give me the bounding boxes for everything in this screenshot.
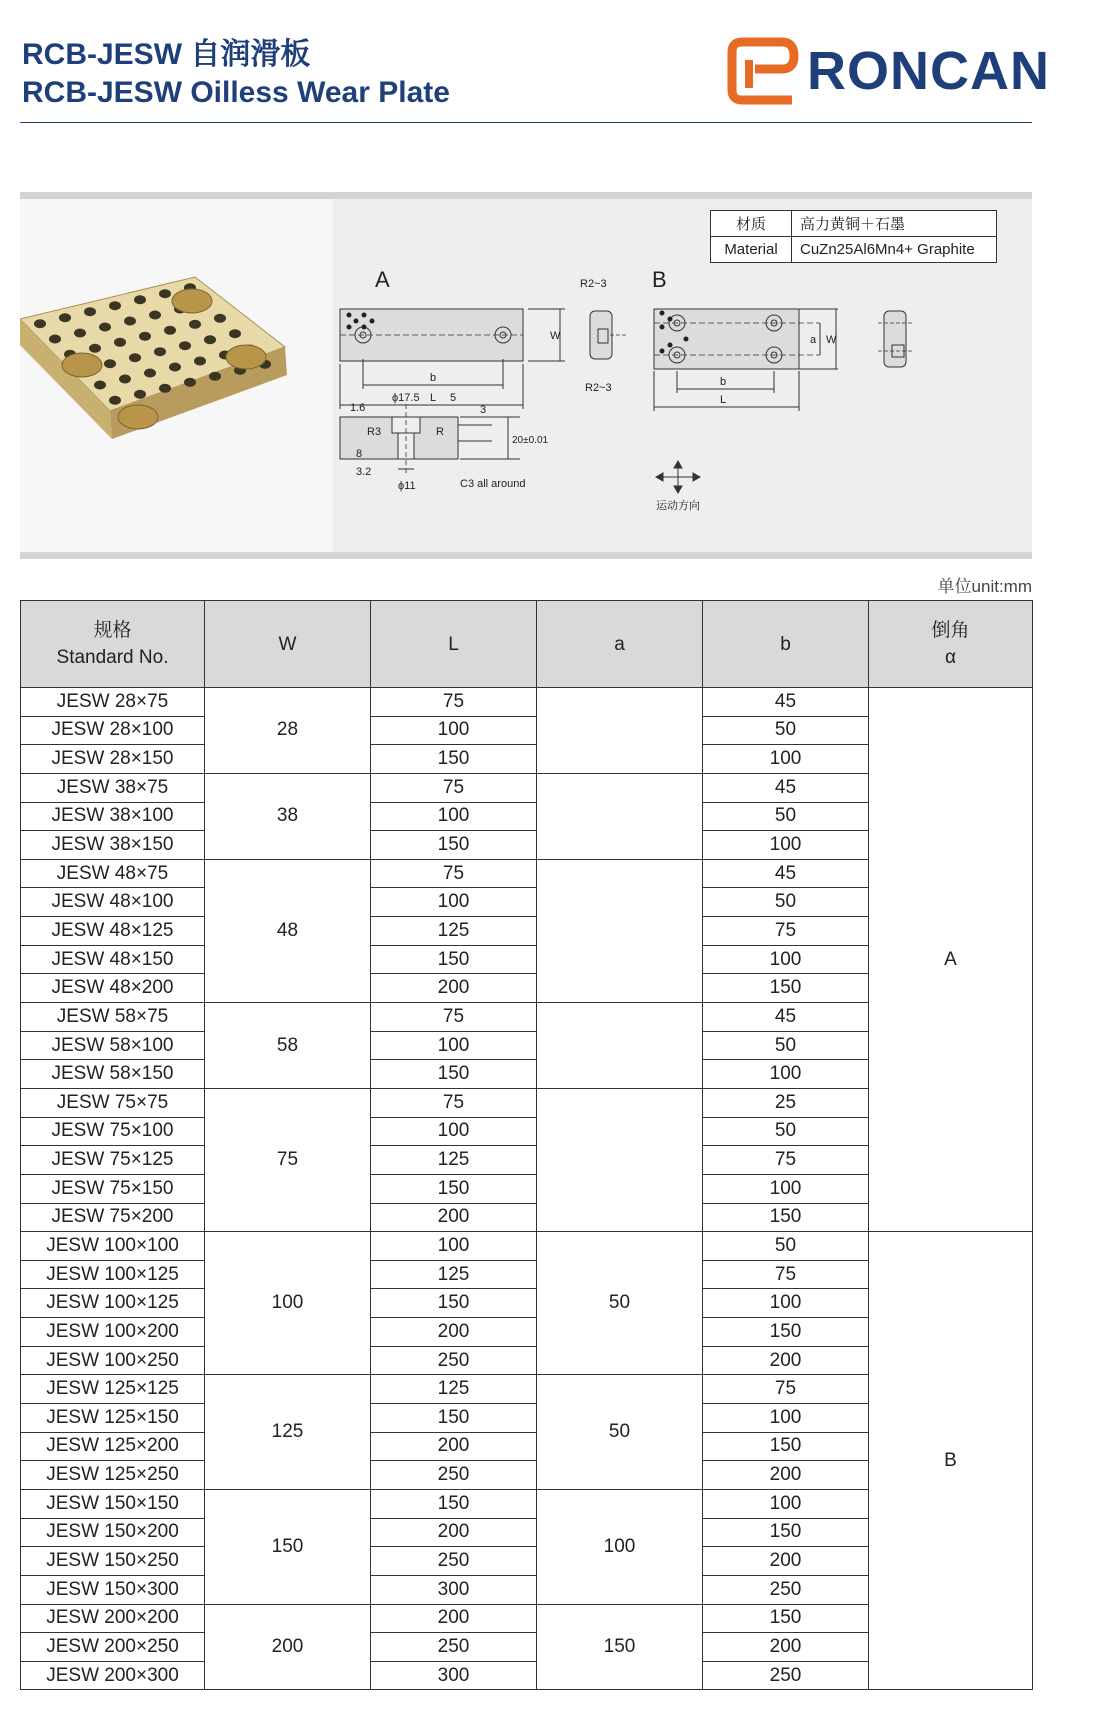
header-std-en: Standard No. bbox=[56, 647, 169, 668]
cell-w: 125 bbox=[205, 1375, 371, 1490]
cell-standard-no: JESW 28×150 bbox=[21, 745, 205, 774]
title-block bbox=[22, 36, 450, 112]
header-alpha-sym: α bbox=[945, 647, 956, 668]
cell-standard-no: JESW 38×75 bbox=[21, 773, 205, 802]
dim-3: 3 bbox=[480, 404, 487, 416]
cell-l: 150 bbox=[371, 745, 537, 774]
cell-w: 150 bbox=[205, 1489, 371, 1604]
header-l: L bbox=[371, 601, 537, 688]
cell-standard-no: JESW 58×150 bbox=[21, 1060, 205, 1089]
dim-8: 8 bbox=[356, 448, 363, 460]
cell-b: 100 bbox=[703, 745, 869, 774]
dim-5: 5 bbox=[450, 392, 457, 404]
cell-l: 300 bbox=[371, 1575, 537, 1604]
cell-b: 50 bbox=[703, 1232, 869, 1261]
header-std-cn: 规格 bbox=[93, 620, 132, 641]
r23-top-label: R2~3 bbox=[580, 278, 607, 290]
graphite-plug bbox=[214, 314, 226, 323]
cell-w: 58 bbox=[205, 1003, 371, 1089]
diameter-17-5: ϕ17.5 bbox=[392, 392, 420, 404]
type-a-w-label: W bbox=[550, 330, 561, 342]
cell-standard-no: JESW 100×250 bbox=[21, 1346, 205, 1375]
cell-w: 75 bbox=[205, 1088, 371, 1231]
cell-standard-no: JESW 200×250 bbox=[21, 1633, 205, 1662]
cell-b: 150 bbox=[703, 1318, 869, 1347]
cell-b: 75 bbox=[703, 1260, 869, 1289]
cell-standard-no: JESW 150×150 bbox=[21, 1489, 205, 1518]
graphite-plug bbox=[114, 338, 126, 347]
header-a: a bbox=[537, 601, 703, 688]
chamfer-note: C3 all around bbox=[460, 478, 526, 490]
cell-l: 150 bbox=[371, 945, 537, 974]
cell-b: 150 bbox=[703, 1518, 869, 1547]
material-row bbox=[711, 237, 997, 263]
cell-l: 75 bbox=[371, 859, 537, 888]
cell-b: 150 bbox=[703, 1203, 869, 1232]
graphite-plug bbox=[104, 359, 116, 368]
figure-top-bar bbox=[20, 192, 1032, 199]
material-value-en: CuZn25Al6Mn4+ Graphite bbox=[792, 237, 997, 263]
cell-alpha: A bbox=[869, 688, 1033, 1232]
motion-direction-label: 运动方向 bbox=[656, 500, 700, 512]
graphite-plug bbox=[134, 390, 146, 399]
radius-r3: R3 bbox=[367, 426, 382, 438]
material-table bbox=[710, 210, 997, 263]
cell-l: 250 bbox=[371, 1461, 537, 1490]
graphite-plug bbox=[99, 323, 111, 332]
roughness-1-6: 1.6 bbox=[350, 402, 366, 414]
motion-direction-arrows-icon bbox=[656, 461, 700, 493]
page-title-cn: RCB-JESW 自润滑板 bbox=[22, 38, 311, 71]
header-standard-no bbox=[21, 601, 205, 688]
cell-l: 125 bbox=[371, 1260, 537, 1289]
cell-b: 250 bbox=[703, 1661, 869, 1690]
cell-l: 75 bbox=[371, 688, 537, 717]
cell-b: 200 bbox=[703, 1547, 869, 1576]
table-row bbox=[21, 688, 1033, 717]
cell-standard-no: JESW 48×150 bbox=[21, 945, 205, 974]
cell-b: 45 bbox=[703, 688, 869, 717]
cell-l: 200 bbox=[371, 1518, 537, 1547]
cell-l: 125 bbox=[371, 1375, 537, 1404]
table-row bbox=[21, 1232, 1033, 1261]
cell-b: 100 bbox=[703, 945, 869, 974]
cell-b: 100 bbox=[703, 1489, 869, 1518]
unit-label: 单位unit:mm bbox=[937, 577, 1032, 596]
header-w: W bbox=[205, 601, 371, 688]
cell-b: 50 bbox=[703, 1117, 869, 1146]
cell-l: 75 bbox=[371, 1088, 537, 1117]
cell-l: 250 bbox=[371, 1547, 537, 1576]
cell-standard-no: JESW 125×200 bbox=[21, 1432, 205, 1461]
cell-l: 100 bbox=[371, 1031, 537, 1060]
cell-b: 100 bbox=[703, 1289, 869, 1318]
graphite-plug bbox=[164, 326, 176, 335]
cell-standard-no: JESW 150×300 bbox=[21, 1575, 205, 1604]
cell-w: 38 bbox=[205, 773, 371, 859]
cell-l: 200 bbox=[371, 1432, 537, 1461]
diameter-11: ϕ11 bbox=[398, 480, 416, 492]
cell-b: 50 bbox=[703, 888, 869, 917]
cell-l: 150 bbox=[371, 1404, 537, 1433]
graphite-plug bbox=[159, 289, 171, 298]
cell-b: 250 bbox=[703, 1575, 869, 1604]
cell-standard-no: JESW 48×75 bbox=[21, 859, 205, 888]
graphite-plug bbox=[74, 329, 86, 338]
cell-w: 48 bbox=[205, 859, 371, 1002]
cell-a bbox=[537, 688, 703, 774]
material-label-en: Material bbox=[711, 237, 792, 263]
cell-l: 200 bbox=[371, 1318, 537, 1347]
cell-a: 100 bbox=[537, 1489, 703, 1604]
cell-l: 75 bbox=[371, 773, 537, 802]
cell-standard-no: JESW 48×100 bbox=[21, 888, 205, 917]
type-b-w-label: W bbox=[826, 334, 837, 346]
graphite-plug bbox=[169, 363, 181, 372]
cell-standard-no: JESW 58×75 bbox=[21, 1003, 205, 1032]
type-b-label: B bbox=[652, 267, 667, 292]
cell-standard-no: JESW 75×75 bbox=[21, 1088, 205, 1117]
graphite-plug bbox=[149, 311, 161, 320]
cell-b: 50 bbox=[703, 1031, 869, 1060]
cell-l: 300 bbox=[371, 1661, 537, 1690]
cell-b: 100 bbox=[703, 1060, 869, 1089]
cell-l: 125 bbox=[371, 917, 537, 946]
graphite-plug bbox=[119, 375, 131, 384]
radius-r: R bbox=[436, 426, 444, 438]
graphite-plug bbox=[159, 384, 171, 393]
header-alpha-cn: 倒角 bbox=[931, 620, 970, 641]
cell-b: 150 bbox=[703, 1432, 869, 1461]
type-b-b-label: b bbox=[720, 376, 727, 388]
logo-text: RONCAN bbox=[807, 41, 1050, 101]
graphite-plug bbox=[184, 378, 196, 387]
cell-standard-no: JESW 150×200 bbox=[21, 1518, 205, 1547]
cell-standard-no: JESW 75×125 bbox=[21, 1146, 205, 1175]
wear-plate-photo bbox=[20, 277, 287, 439]
graphite-plug bbox=[59, 313, 71, 322]
cell-b: 50 bbox=[703, 716, 869, 745]
graphite-plug bbox=[84, 307, 96, 316]
cell-standard-no: JESW 38×150 bbox=[21, 831, 205, 860]
graphite-plug bbox=[229, 329, 241, 338]
graphite-plug bbox=[139, 332, 151, 341]
type-b-a-label: a bbox=[810, 334, 817, 346]
graphite-plug bbox=[89, 344, 101, 353]
cell-b: 50 bbox=[703, 802, 869, 831]
type-a-l-label: L bbox=[430, 392, 437, 404]
cell-standard-no: JESW 150×250 bbox=[21, 1547, 205, 1576]
header-divider bbox=[20, 122, 1032, 123]
graphite-plug bbox=[154, 347, 166, 356]
cell-standard-no: JESW 200×200 bbox=[21, 1604, 205, 1633]
type-a-top-view bbox=[340, 309, 626, 409]
cell-b: 25 bbox=[703, 1088, 869, 1117]
cell-l: 200 bbox=[371, 1604, 537, 1633]
cell-standard-no: JESW 100×125 bbox=[21, 1260, 205, 1289]
cell-l: 100 bbox=[371, 1232, 537, 1261]
cell-l: 125 bbox=[371, 1146, 537, 1175]
cell-l: 200 bbox=[371, 1203, 537, 1232]
type-b-l-label: L bbox=[720, 394, 727, 406]
cell-l: 150 bbox=[371, 1489, 537, 1518]
cell-standard-no: JESW 58×100 bbox=[21, 1031, 205, 1060]
cell-standard-no: JESW 28×75 bbox=[21, 688, 205, 717]
cell-standard-no: JESW 48×200 bbox=[21, 974, 205, 1003]
cell-l: 100 bbox=[371, 1117, 537, 1146]
cell-w: 200 bbox=[205, 1604, 371, 1690]
cell-b: 100 bbox=[703, 1174, 869, 1203]
cell-l: 100 bbox=[371, 802, 537, 831]
cell-b: 150 bbox=[703, 974, 869, 1003]
cell-standard-no: JESW 100×100 bbox=[21, 1232, 205, 1261]
cell-b: 200 bbox=[703, 1461, 869, 1490]
cell-l: 150 bbox=[371, 1174, 537, 1203]
cell-l: 150 bbox=[371, 1060, 537, 1089]
cell-standard-no: JESW 75×150 bbox=[21, 1174, 205, 1203]
graphite-plug bbox=[124, 317, 136, 326]
cell-b: 45 bbox=[703, 773, 869, 802]
cell-w: 100 bbox=[205, 1232, 371, 1375]
header-b: b bbox=[703, 601, 869, 688]
graphite-plug bbox=[134, 295, 146, 304]
cell-b: 45 bbox=[703, 1003, 869, 1032]
r23-bottom-label: R2~3 bbox=[585, 382, 612, 394]
header-alpha bbox=[869, 601, 1033, 688]
spec-table bbox=[20, 600, 1033, 1690]
cell-l: 100 bbox=[371, 888, 537, 917]
graphite-plug bbox=[189, 320, 201, 329]
cell-l: 200 bbox=[371, 974, 537, 1003]
roncan-logo-icon bbox=[722, 32, 802, 110]
cell-b: 100 bbox=[703, 1404, 869, 1433]
roncan-logo bbox=[722, 32, 1050, 110]
cell-standard-no: JESW 48×125 bbox=[21, 917, 205, 946]
graphite-plug bbox=[109, 396, 121, 405]
graphite-plug bbox=[49, 335, 61, 344]
type-b-top-view bbox=[654, 309, 912, 411]
cell-standard-no: JESW 100×200 bbox=[21, 1318, 205, 1347]
cell-b: 150 bbox=[703, 1604, 869, 1633]
cell-b: 75 bbox=[703, 1375, 869, 1404]
cell-standard-no: JESW 125×250 bbox=[21, 1461, 205, 1490]
cell-b: 200 bbox=[703, 1346, 869, 1375]
cell-standard-no: JESW 200×300 bbox=[21, 1661, 205, 1690]
type-a-label: A bbox=[375, 267, 390, 292]
cell-standard-no: JESW 125×125 bbox=[21, 1375, 205, 1404]
height-20: 20±0.01 bbox=[512, 435, 549, 446]
cell-a: 150 bbox=[537, 1604, 703, 1690]
hole-section-detail bbox=[340, 404, 520, 474]
cell-a bbox=[537, 773, 703, 859]
cell-a bbox=[537, 1003, 703, 1089]
cell-standard-no: JESW 28×100 bbox=[21, 716, 205, 745]
cell-standard-no: JESW 75×200 bbox=[21, 1203, 205, 1232]
figure-bottom-bar bbox=[20, 552, 1032, 559]
graphite-plug bbox=[94, 381, 106, 390]
page-title-en: RCB-JESW Oilless Wear Plate bbox=[22, 76, 450, 109]
cell-l: 150 bbox=[371, 831, 537, 860]
graphite-plug bbox=[129, 353, 141, 362]
cell-a bbox=[537, 859, 703, 1002]
cell-alpha: B bbox=[869, 1232, 1033, 1690]
cell-b: 75 bbox=[703, 1146, 869, 1175]
cell-b: 45 bbox=[703, 859, 869, 888]
type-a-b-label: b bbox=[430, 372, 437, 384]
cell-l: 100 bbox=[371, 716, 537, 745]
material-label-cn: 材质 bbox=[711, 211, 792, 237]
cell-l: 150 bbox=[371, 1289, 537, 1318]
cell-a bbox=[537, 1088, 703, 1231]
graphite-plug bbox=[194, 357, 206, 366]
graphite-plug bbox=[144, 369, 156, 378]
cell-b: 100 bbox=[703, 831, 869, 860]
cell-standard-no: JESW 38×100 bbox=[21, 802, 205, 831]
cell-b: 75 bbox=[703, 917, 869, 946]
cell-a: 50 bbox=[537, 1232, 703, 1375]
cell-l: 250 bbox=[371, 1346, 537, 1375]
material-value-cn: 高力黄铜＋石墨 bbox=[792, 211, 997, 237]
graphite-plug bbox=[179, 341, 191, 350]
cell-standard-no: JESW 75×100 bbox=[21, 1117, 205, 1146]
material-row bbox=[711, 211, 997, 237]
cell-standard-no: JESW 125×150 bbox=[21, 1404, 205, 1433]
graphite-plug bbox=[34, 319, 46, 328]
cell-w: 28 bbox=[205, 688, 371, 774]
spec-header-row bbox=[21, 601, 1033, 688]
cell-b: 200 bbox=[703, 1633, 869, 1662]
cell-a: 50 bbox=[537, 1375, 703, 1490]
cell-l: 75 bbox=[371, 1003, 537, 1032]
graphite-plug bbox=[109, 301, 121, 310]
graphite-plug bbox=[209, 372, 221, 381]
graphite-plug bbox=[204, 335, 216, 344]
roughness-3-2: 3.2 bbox=[356, 466, 372, 478]
cell-standard-no: JESW 100×125 bbox=[21, 1289, 205, 1318]
cell-l: 250 bbox=[371, 1633, 537, 1662]
